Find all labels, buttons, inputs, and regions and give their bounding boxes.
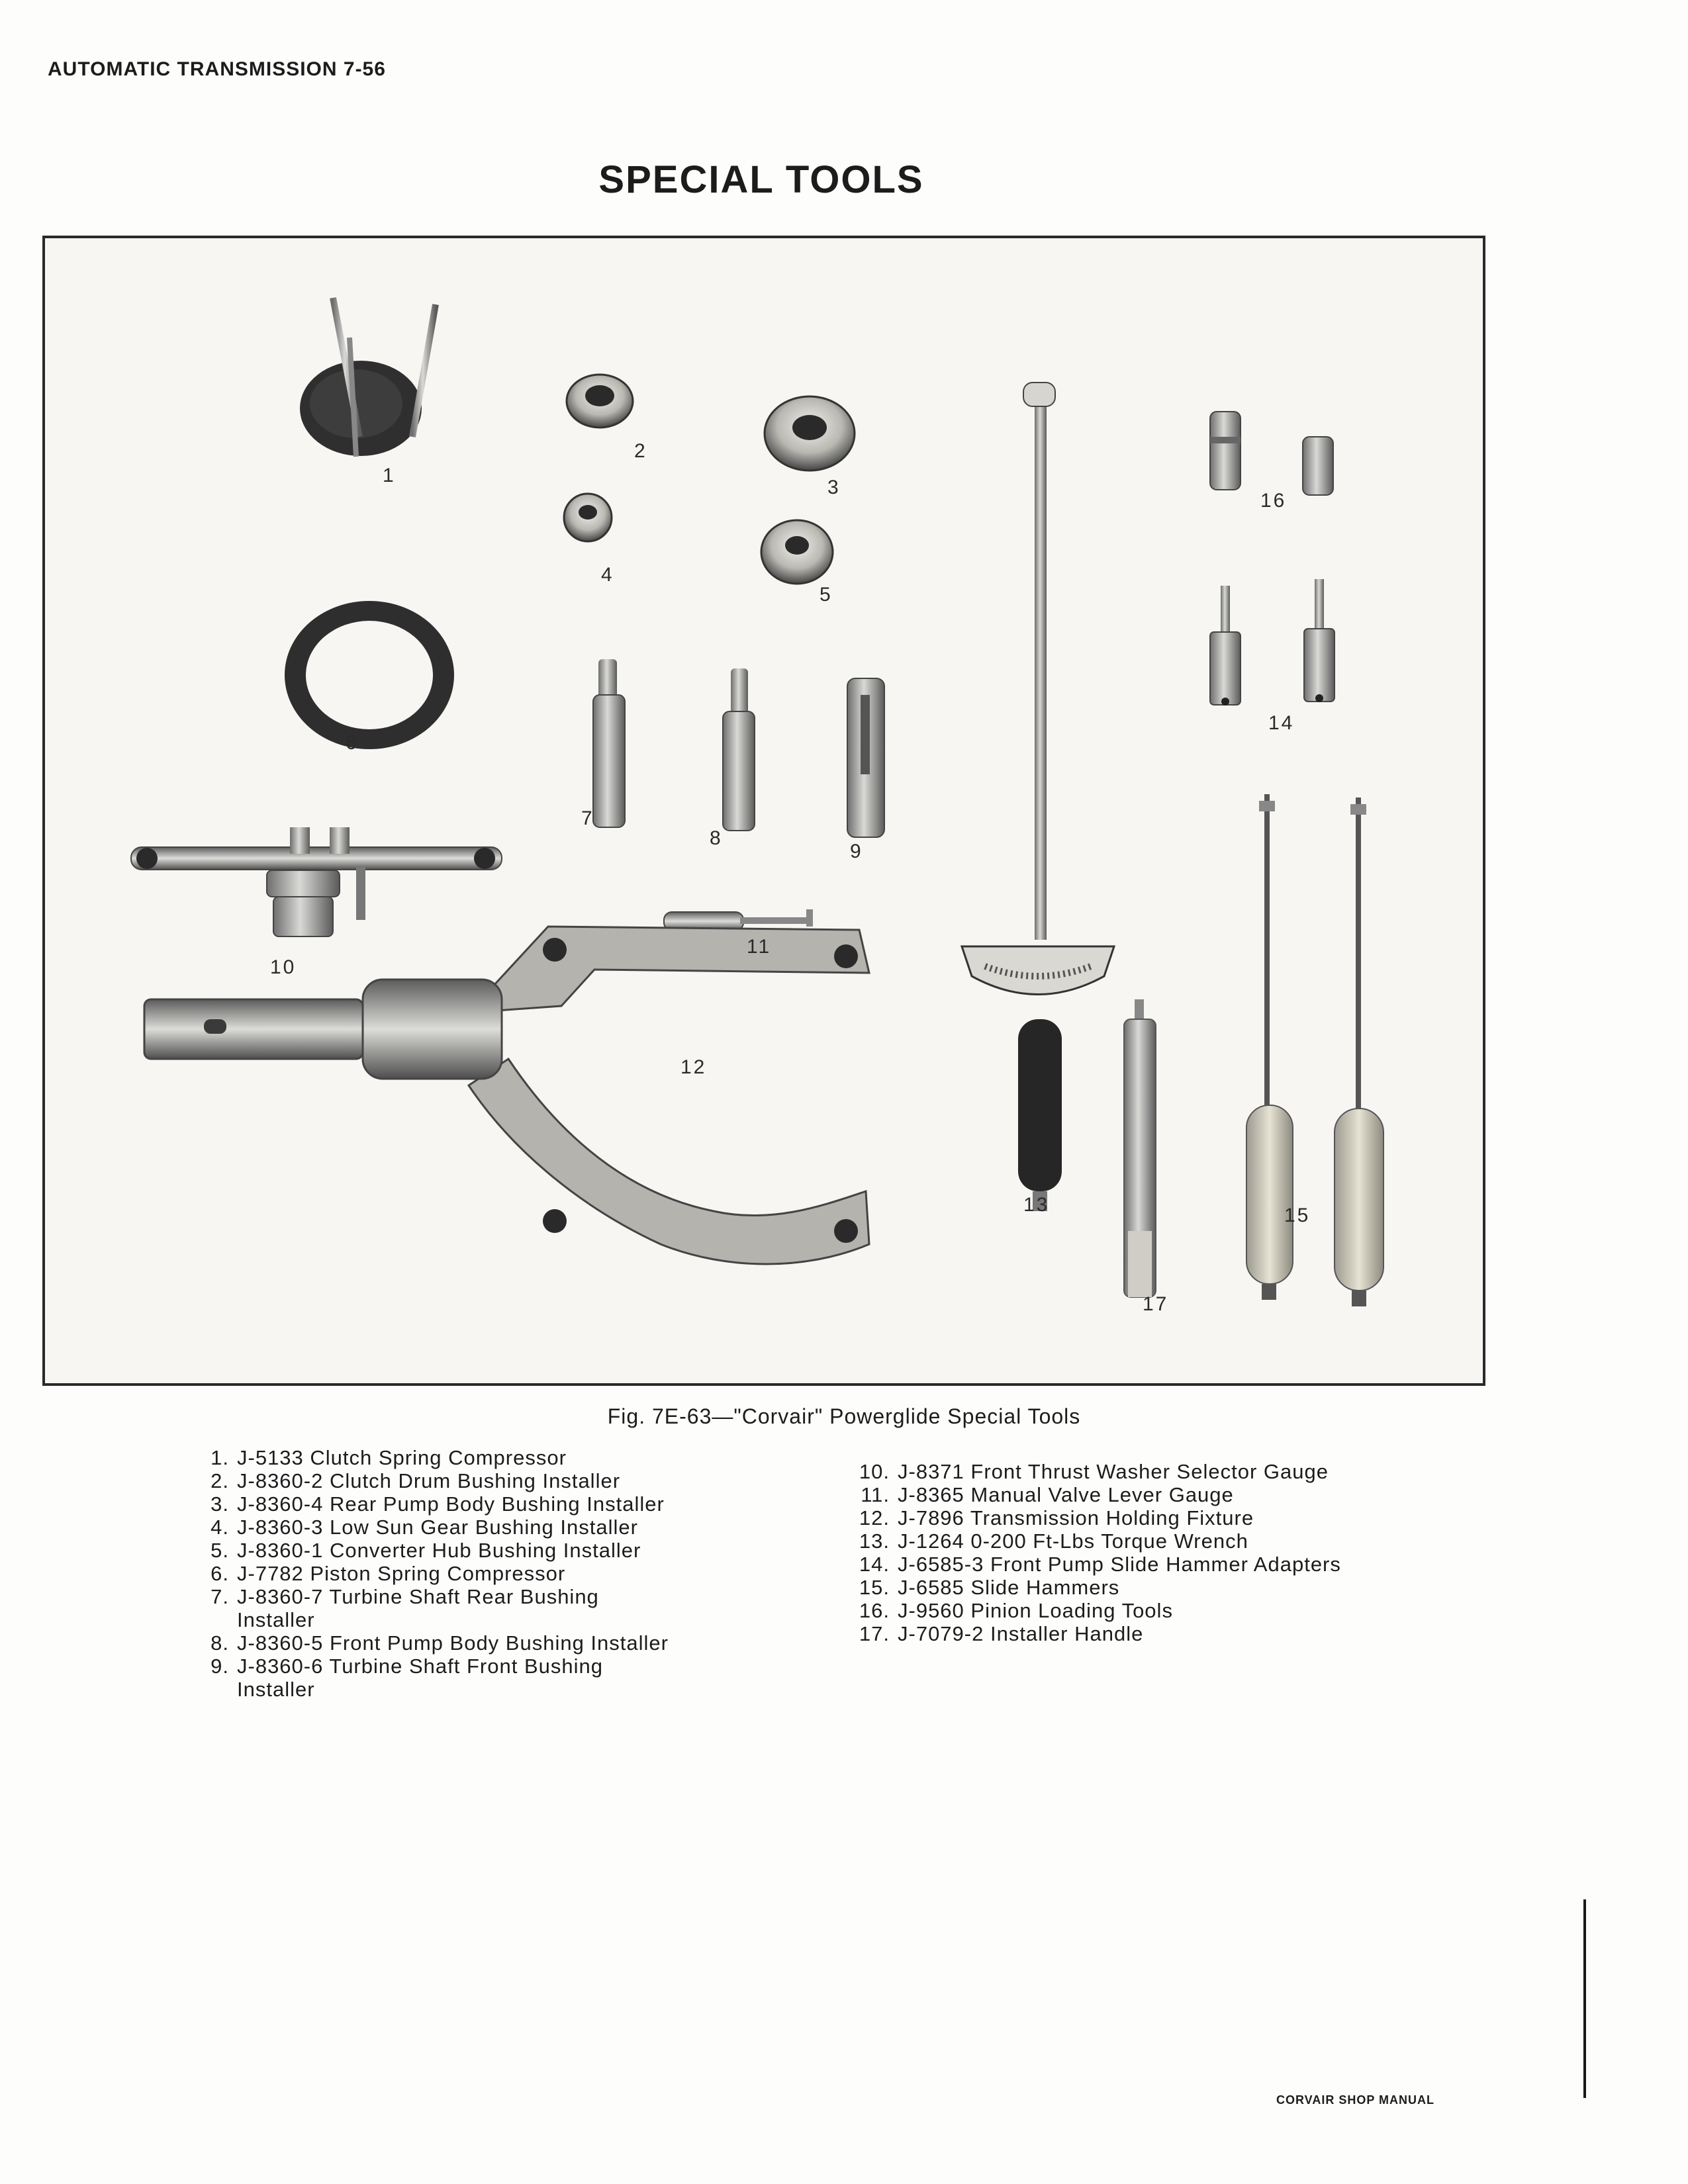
callout-2: 2 <box>634 440 647 462</box>
tool-5-converter-hub-bushing-installer <box>761 520 833 584</box>
legend-text: J-1264 0-200 Ft-Lbs Torque Wrench <box>898 1529 1248 1553</box>
callout-14: 14 <box>1268 712 1295 734</box>
tool-3-rear-pump-body-bushing-installer <box>765 396 855 471</box>
callout-6: 6 <box>346 732 359 754</box>
legend-text: J-8360-6 Turbine Shaft Front Bushing Installer <box>237 1655 603 1701</box>
legend-right-column <box>858 1460 1361 1645</box>
callout-17: 17 <box>1143 1293 1169 1315</box>
legend-item <box>858 1529 1361 1553</box>
legend-number: 16. <box>859 1599 890 1622</box>
page-footer: CORVAIR SHOP MANUAL <box>1276 2093 1435 2107</box>
tool-6-piston-spring-compressor <box>285 601 454 749</box>
tools-photo <box>45 238 1485 1386</box>
callout-9: 9 <box>850 841 863 862</box>
tool-1-clutch-spring-compressor <box>300 298 436 457</box>
legend-text: J-8371 Front Thrust Washer Selector Gauge <box>898 1460 1329 1483</box>
legend-text: J-8360-4 Rear Pump Body Bushing Installer <box>237 1492 665 1516</box>
tool-4-low-sun-gear-bushing-installer <box>564 494 612 541</box>
page-title: SPECIAL TOOLS <box>598 158 924 201</box>
tools-figure <box>42 236 1485 1386</box>
legend-left-column <box>197 1446 780 1701</box>
callout-15: 15 <box>1284 1205 1311 1226</box>
legend-text: J-8360-7 Turbine Shaft Rear Bushing Installer <box>237 1585 599 1631</box>
legend-item <box>197 1492 780 1516</box>
legend-number: 13. <box>859 1529 890 1553</box>
tool-8-front-pump-body-bushing-installer <box>723 668 755 831</box>
tool-12-transmission-holding-fixture <box>144 927 869 1264</box>
callout-12: 12 <box>680 1056 707 1078</box>
legend-number: 8. <box>211 1631 229 1655</box>
legend-item <box>197 1516 780 1539</box>
legend-number: 9. <box>211 1655 229 1678</box>
tool-2-clutch-drum-bushing-installer <box>567 375 633 428</box>
legend-item <box>858 1622 1361 1645</box>
legend-number: 10. <box>859 1460 890 1483</box>
legend-number: 3. <box>211 1492 229 1516</box>
tool-13-torque-wrench <box>962 383 1114 1211</box>
legend-number: 1. <box>211 1446 229 1469</box>
legend-item <box>197 1539 780 1562</box>
legend-item <box>197 1469 780 1492</box>
figure-caption: Fig. 7E-63—"Corvair" Powerglide Special Tools <box>607 1404 1081 1428</box>
legend-text: J-8365 Manual Valve Lever Gauge <box>898 1483 1234 1506</box>
callout-13: 13 <box>1023 1194 1050 1216</box>
tool-7-turbine-shaft-rear-bushing-installer <box>593 659 625 827</box>
callout-10: 10 <box>270 956 297 978</box>
legend-number: 15. <box>859 1576 890 1599</box>
callout-11: 11 <box>747 936 772 958</box>
legend-item <box>858 1553 1354 1576</box>
legend-text: J-8360-2 Clutch Drum Bushing Installer <box>237 1469 621 1492</box>
legend-item <box>858 1506 1361 1529</box>
callout-3: 3 <box>827 477 841 498</box>
legend-text: J-5133 Clutch Spring Compressor <box>237 1446 567 1469</box>
legend-item <box>858 1576 1361 1599</box>
callout-16: 16 <box>1260 490 1287 512</box>
callout-1: 1 <box>383 465 396 486</box>
legend-text: J-9560 Pinion Loading Tools <box>898 1599 1173 1622</box>
tool-14-front-pump-slide-hammer-adapters <box>1210 579 1335 705</box>
legend-item <box>197 1562 780 1585</box>
callout-8: 8 <box>710 827 723 849</box>
legend-item <box>858 1483 1361 1506</box>
legend-number: 14. <box>859 1553 890 1576</box>
legend-text: J-6585 Slide Hammers <box>898 1576 1120 1599</box>
legend-text: J-7782 Piston Spring Compressor <box>237 1562 566 1585</box>
legend-item <box>197 1585 661 1631</box>
legend-number: 2. <box>211 1469 229 1492</box>
tool-9-turbine-shaft-front-bushing-installer <box>847 678 884 837</box>
page-header: AUTOMATIC TRANSMISSION 7-56 <box>48 58 386 80</box>
tool-16-pinion-loading-tools <box>1210 412 1333 495</box>
legend-number: 5. <box>211 1539 229 1562</box>
legend-item <box>197 1446 780 1469</box>
legend-text: J-8360-1 Converter Hub Bushing Installer <box>237 1539 641 1562</box>
legend-text: J-8360-3 Low Sun Gear Bushing Installer <box>237 1516 638 1539</box>
legend-number: 11. <box>861 1483 890 1506</box>
legend-text: J-7079-2 Installer Handle <box>898 1622 1144 1645</box>
legend-text: J-7896 Transmission Holding Fixture <box>898 1506 1254 1529</box>
callout-4: 4 <box>601 564 614 586</box>
callout-7: 7 <box>581 807 594 829</box>
tool-17-installer-handle <box>1124 999 1156 1297</box>
legend-text: J-6585-3 Front Pump Slide Hammer Adapters <box>898 1553 1341 1576</box>
legend-item <box>197 1631 780 1655</box>
legend-number: 6. <box>211 1562 229 1585</box>
legend-number: 7. <box>211 1585 229 1608</box>
legend-number: 17. <box>859 1622 890 1645</box>
legend-item <box>197 1655 661 1701</box>
tool-15-slide-hammers <box>1246 794 1383 1306</box>
tool-10-front-thrust-washer-selector-gauge <box>131 827 502 936</box>
scan-edge-line <box>1583 1899 1586 2098</box>
legend-text: J-8360-5 Front Pump Body Bushing Installer <box>237 1631 669 1655</box>
legend-number: 4. <box>211 1516 229 1539</box>
legend-number: 12. <box>859 1506 890 1529</box>
legend-item <box>858 1599 1361 1622</box>
callout-5: 5 <box>820 584 833 606</box>
legend-item <box>858 1460 1354 1483</box>
